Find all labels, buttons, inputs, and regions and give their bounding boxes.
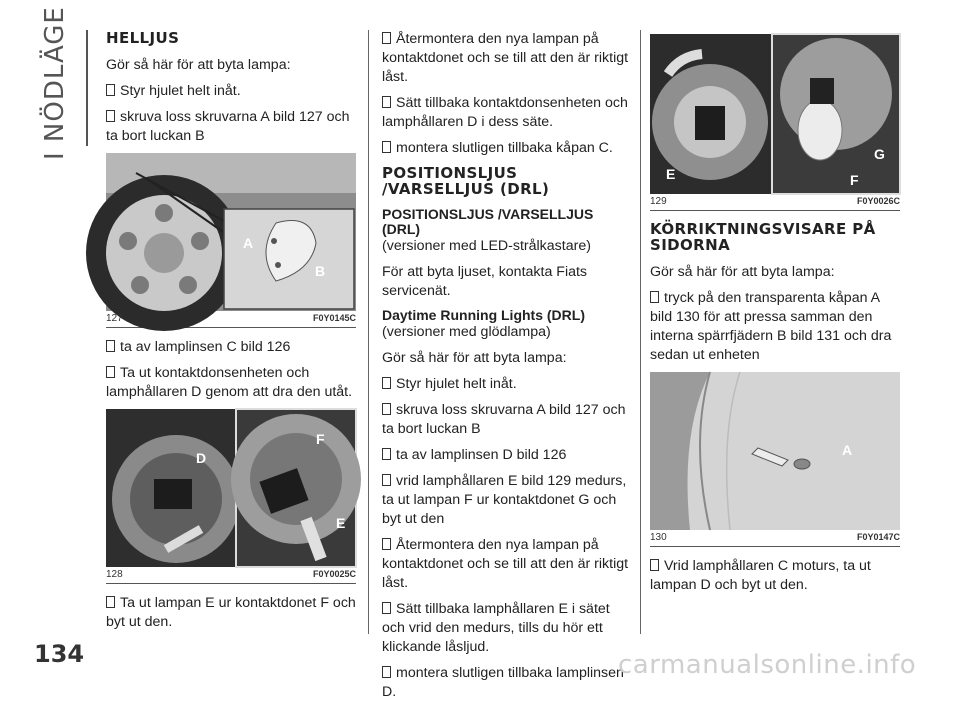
- section-heading-helljus: HELLJUS: [106, 29, 180, 47]
- figure-number: 130: [650, 532, 667, 543]
- wheel-illustration: [106, 153, 356, 311]
- step: tryck på den transparenta kåpan A bild 130 för att pressa samman den interna spärrfjädern B bild 131 och dra sedan ut enheten: [650, 290, 892, 363]
- bullet-icon: [382, 474, 391, 486]
- note-bulb: (versioner med glödlampa): [382, 324, 551, 340]
- step: skruva loss skruvarna A bild 127 och ta bort luckan B: [106, 109, 350, 144]
- callout-label: E: [666, 166, 676, 182]
- figure-caption: [650, 194, 900, 210]
- section-heading-drl: POSITIONSLJUS /VARSELLJUS (DRL): [382, 164, 550, 198]
- bullet-icon: [650, 559, 659, 571]
- bullet-icon: [382, 403, 391, 415]
- bullet-icon: [382, 377, 391, 389]
- figure-caption: [650, 530, 900, 546]
- step: Sätt tillbaka kontaktdonsenheten och lamphållaren D i dess säte.: [382, 95, 628, 130]
- intro-text: Gör så här för att byta lampa:: [382, 350, 567, 366]
- step: Återmontera den nya lampan på kontaktdonet och se till att den är riktigt låst.: [382, 31, 629, 85]
- column-1: [106, 30, 356, 639]
- figure-number: 129: [650, 196, 667, 207]
- callout-label: D: [196, 450, 207, 466]
- chapter-title: I NÖDLÄGE: [40, 6, 70, 160]
- figure-130: [650, 372, 900, 547]
- callout-label: B: [315, 263, 326, 279]
- drl-bulb-illustration: [650, 34, 900, 194]
- page-number: 134: [34, 640, 85, 668]
- step: montera slutligen tillbaka kåpan C.: [382, 139, 634, 158]
- figure-code: F0Y0147C: [856, 532, 900, 542]
- body-text: För att byta ljuset, kontakta Fiats servicenät.: [382, 264, 588, 299]
- step: Ta ut lampan E ur kontaktdonet F och byt ut den.: [106, 595, 356, 630]
- bullet-icon: [650, 291, 659, 303]
- callout-label: F: [850, 172, 859, 188]
- bullet-icon: [382, 602, 391, 614]
- figure-129: [650, 34, 900, 211]
- subheading-drl-bulb: Daytime Running Lights (DRL): [382, 307, 585, 323]
- step: Styr hjulet helt inåt.: [106, 82, 356, 101]
- figure-127: [106, 153, 356, 328]
- figure-caption: [106, 567, 356, 583]
- chapter-rule: [86, 30, 88, 146]
- step: Vrid lamphållaren C moturs, ta ut lampan D och byt ut den.: [650, 558, 871, 593]
- callout-label: A: [842, 442, 853, 458]
- bullet-icon: [382, 448, 391, 460]
- intro-text: Gör så här för att byta lampa:: [650, 264, 835, 280]
- bullet-icon: [106, 366, 115, 378]
- column-3: [650, 30, 900, 602]
- callout-label: G: [874, 146, 885, 162]
- bullet-icon: [106, 110, 115, 122]
- bullet-icon: [382, 538, 391, 550]
- figure-code: F0Y0026C: [856, 196, 900, 206]
- figure-code: F0Y0145C: [312, 313, 356, 323]
- figure-number: 127: [106, 313, 123, 324]
- note-led: (versioner med LED-strålkastare): [382, 238, 591, 254]
- step: ta av lamplinsen C bild 126: [106, 338, 356, 357]
- column-divider: [368, 30, 369, 634]
- step: Styr hjulet helt inåt.: [382, 375, 634, 394]
- watermark: carmanualsonline.info: [618, 650, 917, 680]
- step: montera slutligen tillbaka lamplinsen D.: [382, 665, 624, 700]
- figure-code: F0Y0025C: [312, 569, 356, 579]
- step: Sätt tillbaka lamphållaren E i sätet och vrid den medurs, tills du hör ett klickande låsljud.: [382, 601, 610, 655]
- bullet-icon: [106, 596, 115, 608]
- step: Återmontera den nya lampan på kontaktdonet och se till att den är riktigt låst.: [382, 537, 629, 591]
- step: skruva loss skruvarna A bild 127 och ta bort luckan B: [382, 402, 626, 437]
- side-indicator-illustration: [650, 372, 900, 530]
- column-divider: [640, 30, 641, 634]
- intro-text: Gör så här för att byta lampa:: [106, 57, 291, 73]
- section-heading-blinkers: KÖRRIKTNINGSVISARE PÅ SIDORNA: [650, 220, 876, 254]
- step: Ta ut kontaktdonsenheten och lamphållaren D genom att dra den utåt.: [106, 365, 353, 400]
- column-2: [382, 30, 634, 709]
- subheading-drl-led: POSITIONSLJUS /VARSELLJUS (DRL): [382, 206, 594, 237]
- callout-label: A: [243, 235, 254, 251]
- bullet-icon: [382, 141, 391, 153]
- figure-number: 128: [106, 569, 123, 580]
- step: ta av lamplinsen D bild 126: [382, 446, 634, 465]
- callout-label: F: [316, 431, 325, 447]
- callout-label: E: [336, 515, 346, 531]
- bullet-icon: [106, 340, 115, 352]
- bullet-icon: [382, 32, 391, 44]
- bullet-icon: [382, 666, 391, 678]
- figure-128: [106, 409, 356, 584]
- step: vrid lamphållaren E bild 129 medurs, ta ut lampan F ur kontaktdonet G och byt ut den: [382, 473, 627, 527]
- bullet-icon: [382, 96, 391, 108]
- bullet-icon: [106, 84, 115, 96]
